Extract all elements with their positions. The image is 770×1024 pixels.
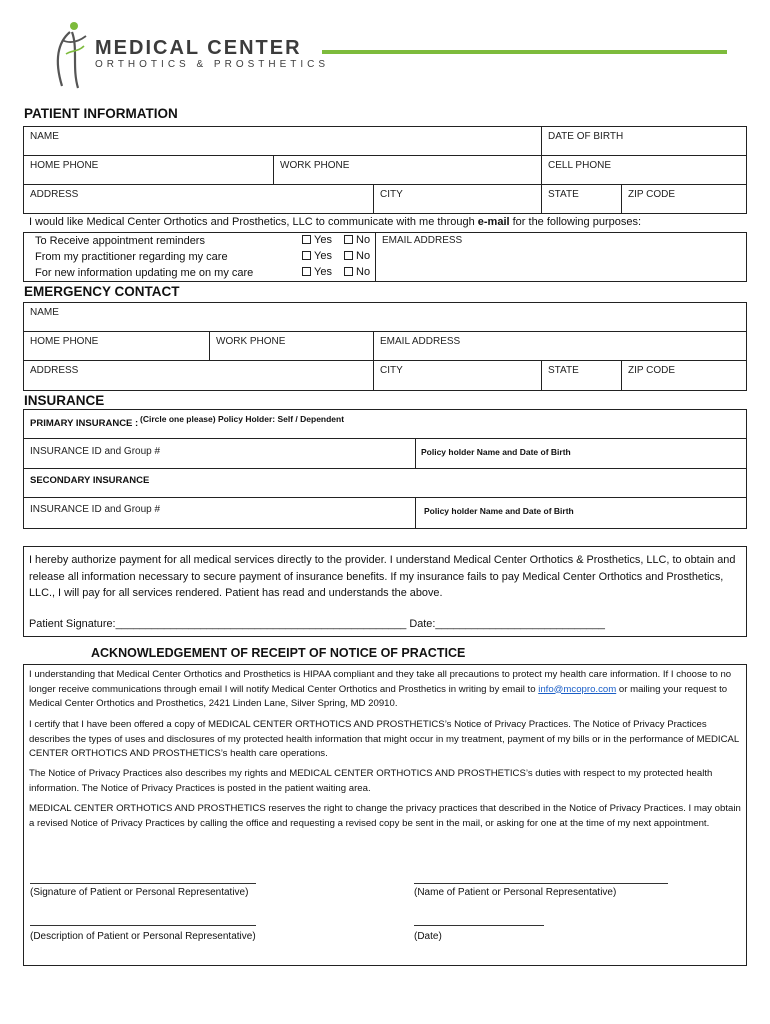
patient-description-input[interactable]: [30, 925, 256, 926]
ack-paragraph-changes: MEDICAL CENTER ORTHOTICS AND PROSTHETICS reserves the right to change the privacy practices that described in the Notice of Privacy Practices. I may obtain a revised Notice of Privacy Practices by calling the office and requesting a revised copy be sent in the mail, or asking for one at the time of my next appointment.: [29, 803, 741, 829]
option-new-info-no[interactable]: No: [344, 266, 370, 278]
patient-address-field[interactable]: ADDRESS: [24, 185, 374, 214]
ack-paragraph-privacy-copy: I certify that I have been offered a copy of MEDICAL CENTER ORTHOTICS AND PROSTHETICS’s Notice of Privacy Practices. The Notice of Privacy Practices describes the types of uses and disclosures of my protected health information that might occur in my treatment, payment of my bills or in the performance of MEDICAL CENTER ORTHOTICS AND PROSTHETICS’s health care operations.: [29, 719, 739, 759]
logo-subtitle: ORTHOTICS & PROSTHETICS: [95, 59, 330, 70]
patient-signature-line[interactable]: Patient Signature:________________________________________________ Date:____________________________: [29, 618, 605, 630]
payment-authorization-box: [23, 546, 747, 637]
option-reminders-no[interactable]: No: [344, 234, 370, 246]
primary-insurance-label: PRIMARY INSURANCE :: [30, 418, 139, 429]
patient-name-caption: (Name of Patient or Personal Representative): [414, 887, 617, 898]
email-consent-statement: I would like Medical Center Orthotics and Prosthetics, LLC to communicate with me through e-mail for the following purposes:: [29, 216, 642, 228]
emergency-work-phone-field[interactable]: WORK PHONE: [210, 332, 374, 361]
secondary-insurance-field[interactable]: SECONDARY INSURANCE: [24, 469, 747, 498]
option-new-info-yes[interactable]: Yes: [302, 266, 332, 278]
patient-information-heading: PATIENT INFORMATION: [24, 106, 178, 121]
primary-insurance-field[interactable]: [24, 410, 747, 439]
option-practitioner-yes[interactable]: Yes: [302, 250, 332, 262]
patient-work-phone-field[interactable]: WORK PHONE: [274, 156, 542, 185]
acknowledgement-heading: ACKNOWLEDGEMENT OF RECEIPT OF NOTICE OF PRACTICE: [91, 646, 466, 660]
primary-insurance-note: (Circle one please) Policy Holder: Self / Dependent: [140, 414, 345, 424]
insurance-grid: [23, 409, 747, 529]
ack-paragraph-rights: The Notice of Privacy Practices also describes my rights and MEDICAL CENTER ORTHOTICS AND PROSTHETICS’s duties with respect to my protected health information. The Notice of Privacy Practices is posted in the patient waiting area.: [29, 768, 713, 794]
emergency-city-field[interactable]: CITY: [374, 361, 542, 391]
ack-paragraph-hipaa: I understanding that Medical Center Orthotics and Prosthetics is HIPAA compliant and they take all precautions to protect my health care information. If I choose to no longer receive communications through email I will notify Medical Center Orthotics and Prosthetics in writing by email to info@mcopro.com or mailing your request to Medical Center Orthotics and Prosthetics, 2421 Linden Lane, Silver Spring, MD 20910.: [29, 669, 732, 709]
emergency-email-field[interactable]: EMAIL ADDRESS: [374, 332, 747, 361]
checkbox-icon: [344, 267, 353, 276]
email-link[interactable]: info@mcopro.com: [538, 683, 617, 695]
authorization-text: I hereby authorize payment for all medical services directly to the provider. I understand Medical Center Orthotics & Prosthetics, LLC, to obtain and release all information necessary to secure payment of insurance benefits. If my insurance fails to pay Medical Center Orthotics and Prosthetics, LLC., I will pay for all services rendered. Patient has read and understands the above.: [29, 554, 736, 599]
emergency-zip-field[interactable]: ZIP CODE: [628, 365, 676, 376]
patient-home-phone-field[interactable]: HOME PHONE: [24, 156, 274, 185]
checkbox-icon: [302, 235, 311, 244]
patient-info-grid: [23, 126, 747, 214]
emergency-contact-heading: EMERGENCY CONTACT: [24, 284, 180, 299]
logo-figure-icon: [48, 20, 92, 90]
option-row-practitioner: From my practitioner regarding my care: [35, 251, 228, 263]
patient-description-caption: (Description of Patient or Personal Representative): [30, 931, 256, 942]
patient-state-field[interactable]: STATE: [542, 185, 622, 214]
emergency-contact-grid: [23, 302, 747, 391]
header-accent-bar: [322, 50, 727, 54]
patient-name-field[interactable]: NAME: [24, 127, 542, 156]
letterhead: [0, 0, 770, 100]
patient-city-field[interactable]: CITY: [374, 185, 542, 214]
option-row-reminders: To Receive appointment reminders: [35, 235, 205, 247]
primary-id-group-field[interactable]: INSURANCE ID and Group #: [24, 439, 416, 469]
date-input[interactable]: [414, 925, 544, 926]
option-reminders-yes[interactable]: Yes: [302, 234, 332, 246]
checkbox-icon: [302, 267, 311, 276]
acknowledgement-box: [23, 664, 747, 966]
insurance-heading: INSURANCE: [24, 393, 105, 408]
patient-name-input[interactable]: [414, 883, 668, 884]
primary-holder-field[interactable]: Policy holder Name and Date of Birth: [416, 439, 747, 469]
secondary-holder-field[interactable]: Policy holder Name and Date of Birth: [424, 506, 574, 516]
secondary-id-group-field[interactable]: INSURANCE ID and Group #: [24, 498, 416, 529]
emergency-address-field[interactable]: ADDRESS: [24, 361, 374, 391]
patient-zip-field[interactable]: ZIP CODE: [628, 189, 676, 200]
emergency-home-phone-field[interactable]: HOME PHONE: [24, 332, 210, 361]
patient-signature-caption: (Signature of Patient or Personal Representative): [30, 887, 249, 898]
date-caption: (Date): [414, 931, 442, 942]
logo-title: MEDICAL CENTER: [95, 37, 302, 59]
emergency-name-field[interactable]: NAME: [24, 303, 747, 332]
emergency-state-field[interactable]: STATE: [542, 361, 622, 391]
checkbox-icon: [344, 235, 353, 244]
option-practitioner-no[interactable]: No: [344, 250, 370, 262]
checkbox-icon: [344, 251, 353, 260]
patient-dob-field[interactable]: DATE OF BIRTH: [542, 127, 747, 156]
patient-cell-phone-field[interactable]: CELL PHONE: [542, 156, 747, 185]
email-address-label: EMAIL ADDRESS: [382, 235, 463, 246]
option-row-new-info: For new information updating me on my care: [35, 267, 254, 279]
checkbox-icon: [302, 251, 311, 260]
patient-signature-input[interactable]: [30, 883, 256, 884]
